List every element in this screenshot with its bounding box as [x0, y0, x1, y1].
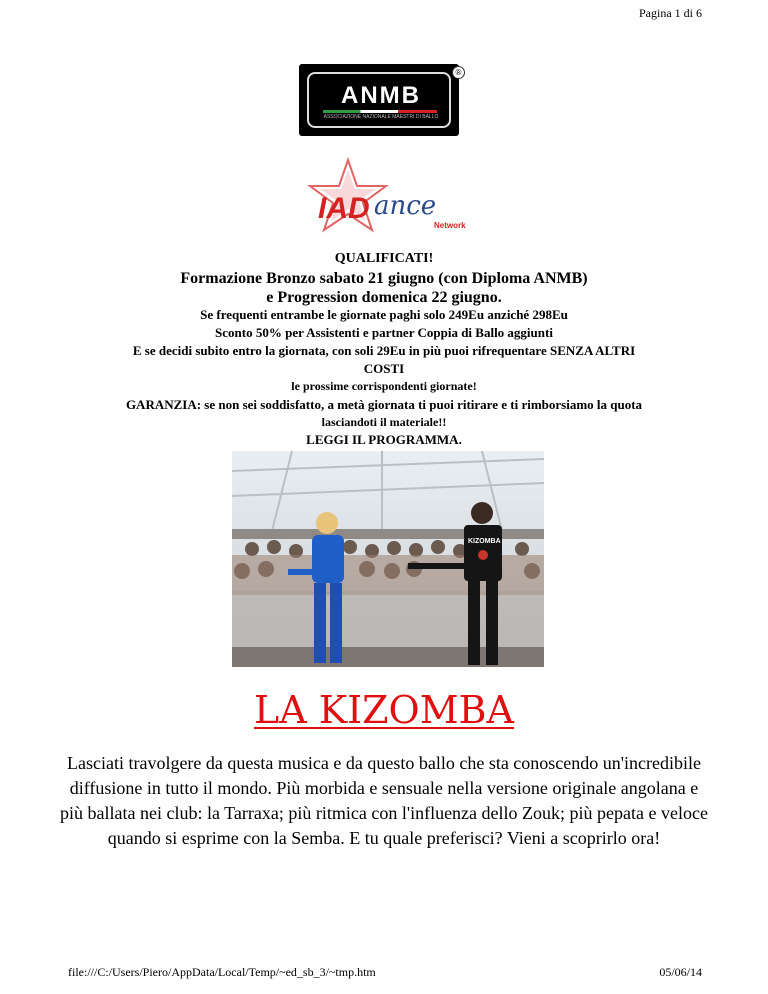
price-line: Se frequenti entrambe le giornate paghi solo 249Eu anziché 298Eu [200, 307, 568, 322]
anmb-logo-subtitle: ASSOCIAZIONE NAZIONALE MAESTRI DI BALLO [323, 114, 439, 120]
footer-file-path: file:///C:/Users/Piero/AppData/Local/Temp/~ed_sb_3/~tmp.htm [68, 965, 376, 979]
leggi-programma-link[interactable]: LEGGI IL PROGRAMMA. [306, 432, 462, 447]
dance-class-photo [232, 451, 544, 667]
materiale-line: lasciandoti il materiale!! [321, 415, 447, 429]
iadance-logo [300, 156, 470, 248]
prossime-line: le prossime corrispondenti giornate! [291, 379, 477, 393]
progression-line: e Progression domenica 22 giugno. [266, 289, 502, 306]
network-text: Network [434, 221, 466, 230]
anmb-logo [299, 64, 465, 136]
page-number: Pagina 1 di 6 [639, 6, 702, 20]
footer-date: 05/06/14 [659, 965, 702, 979]
iad-text: IAD [318, 192, 370, 225]
discount-line: Sconto 50% per Assistenti e partner Coppia di Ballo aggiunti [215, 325, 553, 340]
anmb-logo-text: ANMB [341, 82, 421, 109]
registered-mark: ® [452, 66, 465, 79]
garanzia-line: GARANZIA: se non sei soddisfatto, a metà giornata ti puoi ritirare e ti rimborsiamo la quota [125, 397, 643, 412]
italian-flag-stripe [323, 110, 437, 113]
shirt-text: KIZOMBA [468, 538, 501, 545]
qualificati-heading: QUALIFICATI! [334, 251, 434, 266]
section-body: Lasciati travolgere da questa musica e da questo ballo che sta conoscendo un'incredibile diffusione in tutto il mondo. Più morbida e sensuale nella versione originale angolana e più ballata nei club: la Tarraxa; più ritmica con l'influenza dello Zouk; più pepata e veloce quando si esprime con la Semba. E tu quale preferisci? Vieni a scoprirlo ora! [60, 753, 708, 848]
costi-line: COSTI [363, 361, 405, 376]
formazione-line: Formazione Bronzo sabato 21 giugno (con Diploma ANMB) [180, 270, 588, 287]
section-title: LA KIZOMBA [254, 688, 514, 732]
ance-text: ance [374, 191, 437, 221]
rifrequentare-line: E se decidi subito entro la giornata, con soli 29Eu in più puoi rifrequentare SENZA ALTRI [132, 343, 636, 358]
